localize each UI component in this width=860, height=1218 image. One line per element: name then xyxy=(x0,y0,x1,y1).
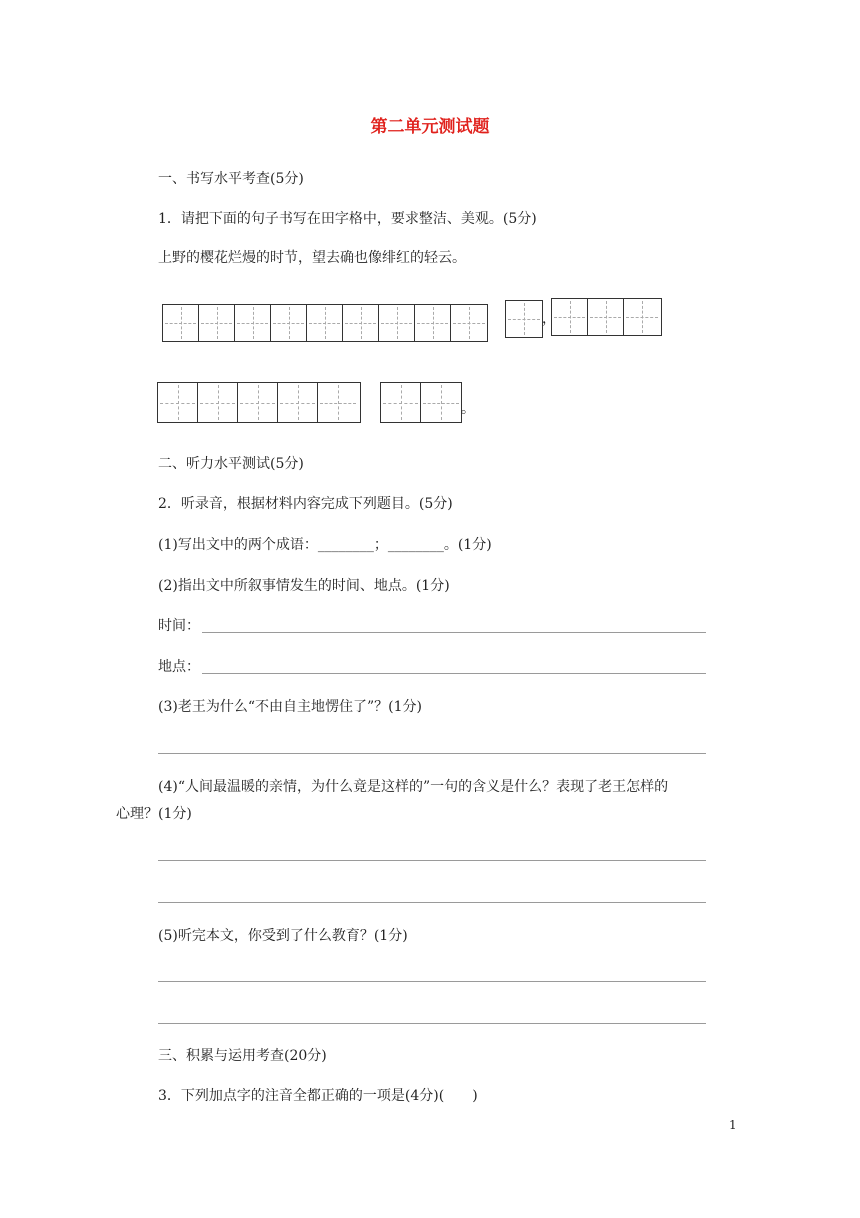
grid-cell[interactable] xyxy=(379,305,415,341)
time-label: 时间： xyxy=(158,618,200,634)
grid-cell[interactable] xyxy=(163,305,199,341)
answer-line[interactable] xyxy=(158,981,706,982)
grid-cell[interactable] xyxy=(235,305,271,341)
tianzige-grid-row2-a[interactable] xyxy=(157,382,361,423)
comma-mark: ， xyxy=(542,311,556,327)
grid-cell[interactable] xyxy=(421,383,461,422)
place-answer-line[interactable] xyxy=(202,673,706,674)
question-2-part-1: (1)写出文中的两个成语：________；________。(1分) xyxy=(158,537,492,553)
question-2-part-4-line2: 心理？(1分) xyxy=(116,806,192,822)
page-number: 1 xyxy=(729,1118,737,1132)
answer-line[interactable] xyxy=(158,860,706,861)
question-2-part-4-line1: (4)“人间最温暖的亲情，为什么竟是这样的”一句的含义是什么？表现了老王怎样的 xyxy=(158,779,669,795)
question-2-part-5: (5)听完本文，你受到了什么教育？(1分) xyxy=(158,928,408,944)
grid-cell[interactable] xyxy=(271,305,307,341)
grid-cell[interactable] xyxy=(415,305,451,341)
grid-cell[interactable] xyxy=(307,305,343,341)
time-answer-line[interactable] xyxy=(202,632,706,633)
question-2-part-2: (2)指出文中所叙事情发生的时间、地点。(1分) xyxy=(158,578,450,594)
place-label: 地点： xyxy=(158,659,200,675)
grid-cell[interactable] xyxy=(451,305,487,341)
grid-cell[interactable] xyxy=(158,383,198,422)
answer-line[interactable] xyxy=(158,753,706,754)
grid-cell[interactable] xyxy=(318,383,358,422)
question-1-sentence: 上野的樱花烂熳的时节，望去确也像绯红的轻云。 xyxy=(158,250,466,266)
question-2-part-3: (3)老王为什么“不由自主地愣住了”？(1分) xyxy=(158,699,422,715)
grid-cell[interactable] xyxy=(506,301,542,337)
grid-cell[interactable] xyxy=(624,299,660,335)
period-mark: 。 xyxy=(461,401,475,417)
tianzige-grid-row1-a[interactable] xyxy=(162,304,488,342)
section-heading-writing: 一、书写水平考查(5分) xyxy=(158,171,304,187)
grid-cell[interactable] xyxy=(198,383,238,422)
answer-line[interactable] xyxy=(158,1023,706,1024)
grid-cell[interactable] xyxy=(381,383,421,422)
grid-cell[interactable] xyxy=(199,305,235,341)
tianzige-grid-row2-b[interactable] xyxy=(380,382,462,423)
grid-cell[interactable] xyxy=(278,383,318,422)
section-heading-accumulation: 三、积累与运用考查(20分) xyxy=(158,1048,327,1064)
tianzige-grid-row1-c[interactable] xyxy=(551,298,662,336)
grid-cell[interactable] xyxy=(552,299,588,335)
section-heading-listening: 二、听力水平测试(5分) xyxy=(158,456,304,472)
grid-cell[interactable] xyxy=(588,299,624,335)
grid-cell[interactable] xyxy=(238,383,278,422)
question-3-prompt: 3．下列加点字的注音全都正确的一项是(4分)( ) xyxy=(158,1088,478,1104)
grid-cell[interactable] xyxy=(343,305,379,341)
page-title: 第二单元测试题 xyxy=(370,117,490,137)
question-1-prompt: 1．请把下面的句子书写在田字格中，要求整洁、美观。(5分) xyxy=(158,211,537,227)
tianzige-grid-row1-b[interactable] xyxy=(505,300,543,338)
answer-line[interactable] xyxy=(158,902,706,903)
question-2-prompt: 2．听录音，根据材料内容完成下列题目。(5分) xyxy=(158,496,453,512)
